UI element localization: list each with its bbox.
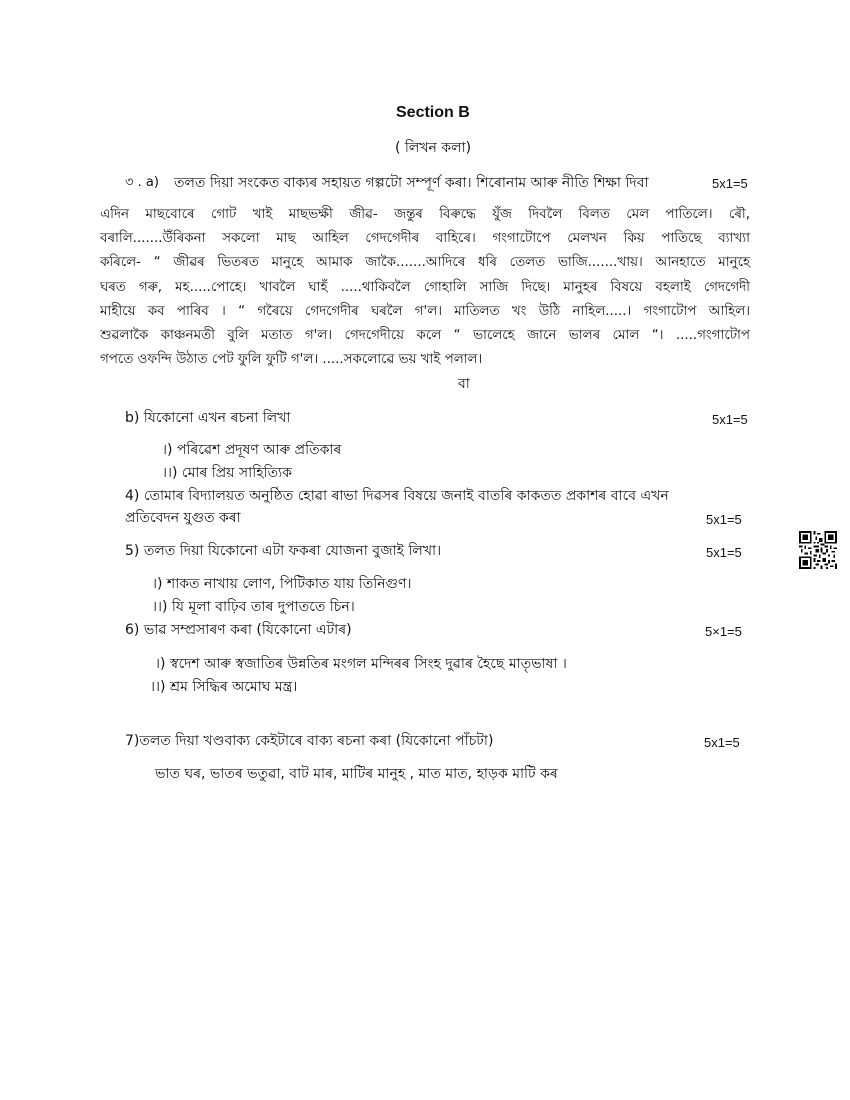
question-7-marks: 5x1=5 [704, 735, 740, 750]
story-paragraph [100, 203, 750, 372]
question-4-marks: 5x1=5 [706, 512, 742, 527]
question-3b-option-2: ।।) মোৰ প্ৰিয় সাহিত্যিক [162, 465, 292, 481]
question-7-text: 7)তলত দিয়া খণ্ডবাক্য কেইটাৰে বাক্য ৰচনা কৰা (যিকোনো পাঁচটা) [125, 733, 494, 749]
story-line: এদিন মাছবোৰে গোট খাই মাছভক্ষী জীৱ- জন্তুৰ বিৰুদ্ধে যুঁজ দিবলৈ বিলত মেল পাতিলে। ৰৌ, [100, 207, 750, 222]
story-line: বৰালি.......উঁৰিকনা সকলো মাছ আহিল গেদগেদীৰ বাহিৰে। গংগাটোপে মেলখন কিয় পাতিছে ব্যাখ্যা [100, 231, 750, 247]
or-label: বা [458, 376, 470, 392]
question-3a-marks: 5x1=5 [712, 176, 748, 191]
question-3b-marks: 5x1=5 [712, 412, 748, 427]
question-3a-label: ৩ . a) [125, 175, 159, 190]
story-line: কৰিলে- “ জীৱৰ ভিতৰত মানুহে আমাক জাকৈ.......আদিৰে ধৰি তেলত ভাজি.......খায়। আনহাতে মানুহে [100, 255, 750, 271]
story-line: গপতে ওফন্দি উঠাত পেট ফুলি ফুটি গ'ল। .....সকলোৱে ভয় খাই পলাল। [100, 352, 483, 368]
story-line: মাহীয়ে কব পাৰিব । “ গৰৈয়ে গেদগেদীৰ ঘৰলৈ গ'ল। মাতিলত খং উঠি নাহিল.....। গংগাটোপ আহিল। [100, 303, 750, 319]
question-4-line-2: প্ৰতিবেদন যুগুত কৰা [125, 510, 241, 526]
question-6-option-2: ।।) শ্ৰম সিদ্ধিৰ অমোঘ মন্ত্ৰ। [150, 679, 298, 695]
question-6-marks: 5×1=5 [705, 624, 742, 639]
question-5-marks: 5x1=5 [706, 545, 742, 560]
question-4-line-1: 4) তোমাৰ বিদ্যালয়ত অনুষ্ঠিত হোৱা ৰাভা দিৱসৰ বিষয়ে জনাই বাতৰি কাকতত প্ৰকাশৰ বাবে এখন [125, 488, 669, 504]
story-line: শুৱলাকৈ কাঞ্চনমতী বুলি মতাত গ'ল। গেদগেদীয়ে কলে “ ভালেহে জানে ভালৰ মোল “। .....গংগাটোপ [100, 328, 750, 344]
section-subtitle: ( লিখন কলা) [395, 140, 472, 156]
question-6-text: 6) ভাৱ সম্প্ৰসাৰণ কৰা (যিকোনো এটাৰ) [125, 622, 352, 638]
story-line: ঘৰত গৰু, মহ.....পোহে। খাবলৈ ঘাহঁ .....থাকিবলৈ গোহালি সাজি দিছে। মানুহৰ বিষয়ে বহলাই গেদগেদী [100, 279, 750, 295]
question-3b-text: b) যিকোনো এখন ৰচনা লিখা [125, 410, 291, 426]
question-5-text: 5) তলত দিয়া যিকোনো এটা ফকৰা যোজনা বুজাই লিখা। [125, 543, 442, 559]
question-3a-text: তলত দিয়া সংকেত বাক্যৰ সহায়ত গল্পটো সম্পূৰ্ণ কৰা। শিৰোনাম আৰু নীতি শিক্ষা দিবা [174, 175, 649, 191]
question-7-phrases: ভাত ঘৰ, ভাতৰ ভতুৱা, বাট মাৰ, মাটিৰ মানুহ , মাত মাত, হাড়ক মাটি কৰ [155, 766, 558, 782]
question-5-option-2: ।।) যি মূলা বাঢ়িব তাৰ দুপাততে চিন। [152, 599, 355, 615]
question-5-option-1: ।) শাকত নাখায় লোণ, পিটিকাত যায় তিনিগুণ। [152, 576, 412, 592]
question-3b-option-1: ।) পৰিৱেশ প্ৰদূষণ আৰু প্ৰতিকাৰ [162, 442, 342, 458]
question-6-option-1: ।) স্বদেশ আৰু স্বজাতিৰ উন্নতিৰ মংগল মন্দিৰৰ সিংহ দুৱাৰ হৈছে মাতৃভাষা । [155, 656, 567, 672]
section-title: Section B [396, 104, 470, 121]
qr-code-icon [799, 531, 837, 569]
